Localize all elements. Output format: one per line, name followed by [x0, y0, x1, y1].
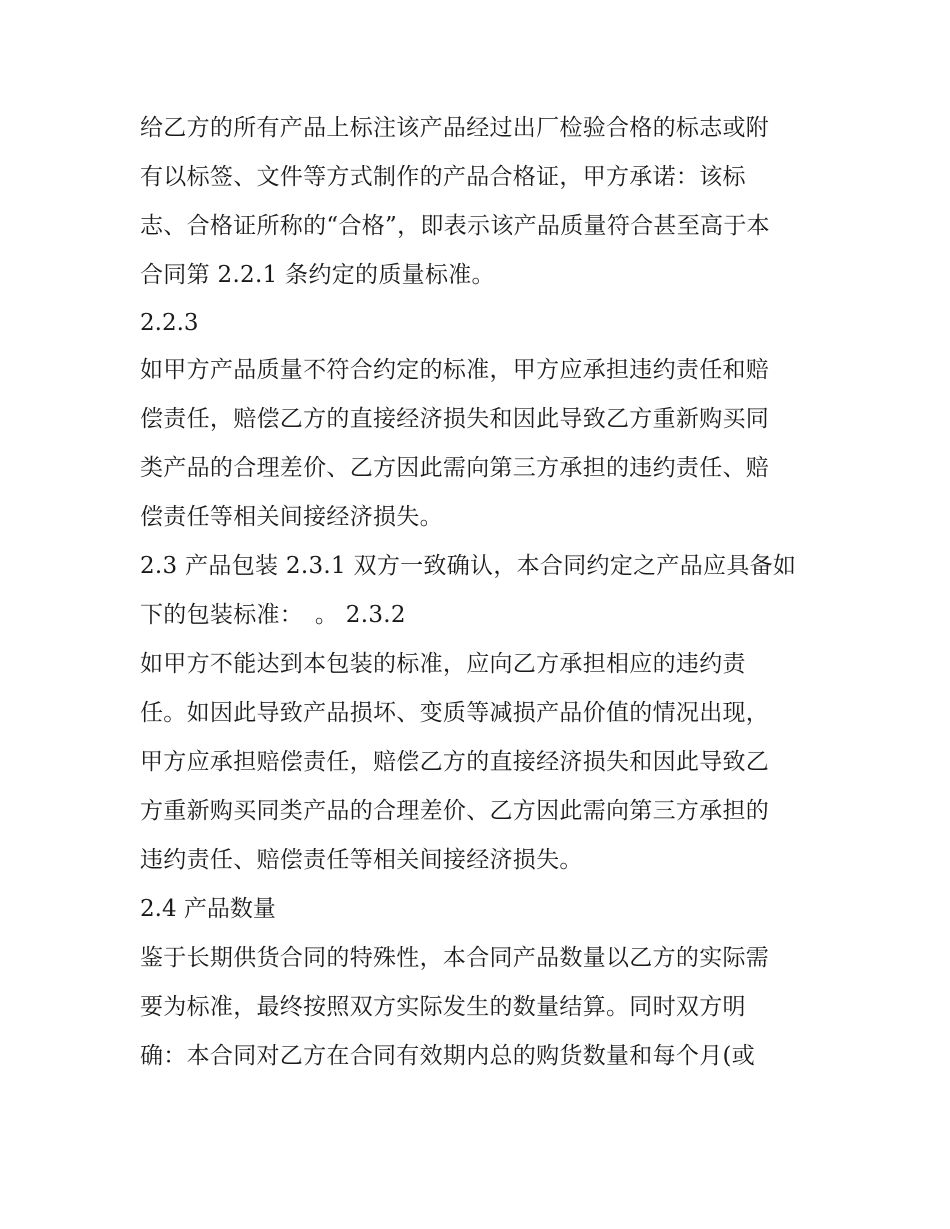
- text-line: 方重新购买同类产品的合理差价、乙方因此需向第三方承担的: [140, 798, 770, 824]
- text-line: 违约责任、赔偿责任等相关间接经济损失。: [140, 847, 583, 873]
- section-heading-2-2-3: 2.2.3: [140, 310, 199, 336]
- paragraph-product-certification: [140, 104, 820, 300]
- text-line: 偿责任，赔偿乙方的直接经济损失和因此导致乙方重新购买同: [140, 406, 770, 432]
- text-line: 2.3 产品包装 2.3.1 双方一致确认，本合同约定之产品应具备如: [140, 553, 797, 579]
- text-line: 如甲方不能达到本包装的标准，应向乙方承担相应的违约责: [140, 651, 746, 677]
- text-line: 如甲方产品质量不符合约定的标准，甲方应承担违约责任和赔: [140, 357, 770, 383]
- text-line: 类产品的合理差价、乙方因此需向第三方承担的违约责任、赔: [140, 455, 770, 481]
- section-heading-2-4: 2.4 产品数量: [140, 896, 276, 922]
- text-line: 下的包装标准： 。 2.3.2: [140, 602, 406, 628]
- text-line: 有以标签、文件等方式制作的产品合格证，甲方承诺：该标: [140, 164, 746, 190]
- paragraph-packaging-liability: [140, 640, 820, 885]
- text-line: 偿责任等相关间接经济损失。: [140, 504, 443, 530]
- text-line: 给乙方的所有产品上标注该产品经过出厂检验合格的标志或附: [140, 115, 770, 141]
- text-line: 志、合格证所称的“合格”，即表示该产品质量符合甚至高于本: [140, 213, 770, 239]
- document-body: [140, 104, 820, 1081]
- text-line: 鉴于长期供货合同的特殊性，本合同产品数量以乙方的实际需: [140, 945, 770, 971]
- text-line: 任。如因此导致产品损坏、变质等减损产品价值的情况出现，: [140, 700, 770, 726]
- paragraph-product-packaging: [140, 542, 820, 640]
- text-line: 要为标准，最终按照双方实际发生的数量结算。同时双方明: [140, 994, 746, 1020]
- text-line: 合同第 2.2.1 条约定的质量标准。: [140, 262, 495, 288]
- paragraph-quality-liability: [140, 346, 820, 542]
- paragraph-product-quantity: [140, 934, 820, 1081]
- text-line: 确：本合同对乙方在合同有效期内总的购货数量和每个月(或: [140, 1043, 756, 1069]
- text-line: 甲方应承担赔偿责任，赔偿乙方的直接经济损失和因此导致乙: [140, 749, 770, 775]
